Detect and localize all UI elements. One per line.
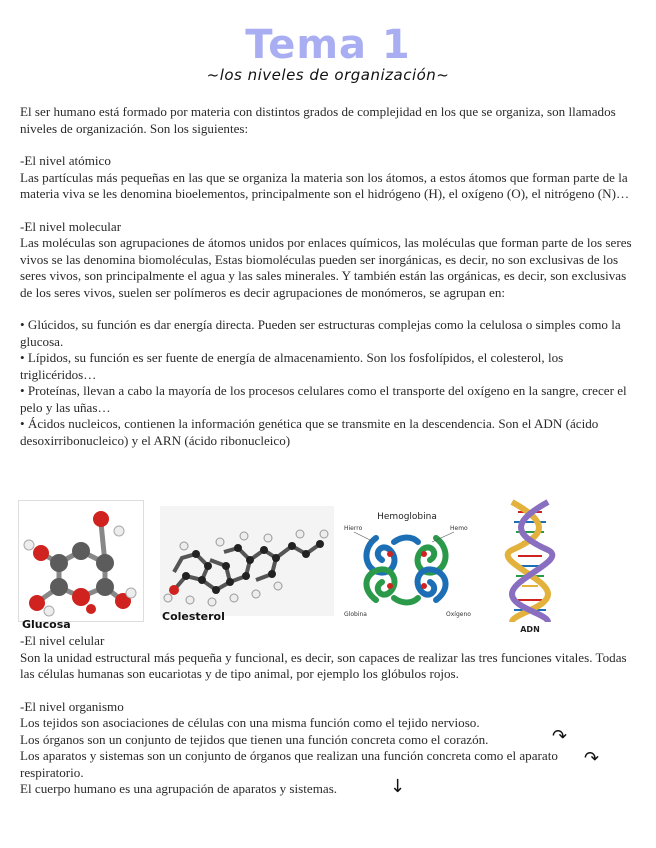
- organism-line-aparatos: Los aparatos y sistemas son un conjunto de órganos que realizan una función concreta como el aparato respiratorio.: [20, 748, 558, 780]
- hemo-label-oxigeno: Oxígeno: [446, 611, 471, 618]
- cellular-paragraph: Son la unidad estructural más pequeña y funcional, es decir, son capaces de realizar las tres funciones vitales. Todas las células humanas son eucariotas y de tipo animal, por ejemplo los glóbulos rojos.: [20, 649, 627, 681]
- glucosa-caption: Glucosa: [22, 618, 71, 631]
- molecular-heading: -El nivel molecular: [20, 218, 122, 234]
- molecular-paragraph: Las moléculas son agrupaciones de átomos unidos por enlaces químicos, las moléculas que forman parte de los seres vivos se las denomina biomoléculas, Estas biomoléculas pueden ser inorgánicas, es decir, no son exclusivas de los seres vivos, son principalmente el agua y las sales minerales. Y también están las orgánicas, es decir, son exclusivas de los seres vivos, suelen ser polímeros es decir agrupaciones de monómeros, se agrupan en:: [20, 235, 632, 300]
- down-arrow-icon: ↓: [390, 776, 406, 797]
- adn-figure: [502, 498, 558, 634]
- page-subtitle: ~los niveles de organización~: [206, 66, 450, 84]
- bullet-glucidos: • Glúcidos, su función es dar energía directa. Pueden ser estructuras complejas como la celulosa o simples como la glucosa.: [20, 317, 621, 349]
- organism-line-cuerpo: El cuerpo humano es una agrupación de aparatos y sistemas.: [20, 781, 338, 796]
- atomic-paragraph: Las partículas más pequeñas en las que se organiza la materia son los átomos, a estos átomos que forman parte de la materia viva se les denomina bioelementos, principalmente son el hidrógeno (H), el oxígeno (O), el nitrógeno (N)…: [20, 169, 630, 201]
- hemoglobina-figure: [342, 508, 472, 620]
- atomic-heading: -El nivel atómico: [20, 153, 111, 168]
- hemoglobina-title: Hemoglobina: [377, 512, 437, 522]
- hemo-label-globina: Globina: [344, 611, 367, 618]
- curved-arrow-icon: ↷: [552, 726, 568, 747]
- section-bottom: [20, 633, 632, 798]
- colesterol-caption: Colesterol: [162, 610, 225, 623]
- glucosa-figure: [18, 500, 144, 622]
- intro-paragraph: El ser humano está formado por materia con distintos grados de complejidad en los que se organiza, son llamados niveles de organización. Son los siguientes:: [20, 104, 616, 136]
- bullet-lipidos: • Lípidos, su función es ser fuente de energía de almacenamiento. Son los fosfolípidos, el colesterol, los triglicéridos…: [20, 350, 564, 382]
- bullet-acidos-nucleicos: • Ácidos nucleicos, contienen la información genética que se transmite en la descendencia. Son el ADN (ácido desoxirribonucleico) y el ARN (ácido ribonucleico): [20, 416, 599, 448]
- hemo-label-hierro: Hierro: [344, 525, 363, 532]
- page-title: Tema 1: [245, 22, 411, 68]
- hemoglobina-image: [342, 508, 472, 620]
- organism-line-tejidos: Los tejidos son asociaciones de células con una misma función como el tejido nervioso.: [20, 715, 480, 730]
- organism-line-organos: Los órganos son un conjunto de tejidos que tienen una función concreta como el corazón.: [20, 731, 489, 747]
- organism-heading: -El nivel organismo: [20, 698, 124, 714]
- adn-helix-image: [502, 498, 558, 634]
- adn-label: ADN: [520, 625, 540, 634]
- glucosa-molecule-image: [19, 501, 143, 621]
- colesterol-figure: [160, 506, 334, 616]
- hemo-label-hemo: Hemo: [450, 525, 468, 532]
- cellular-heading: -El nivel celular: [20, 633, 105, 648]
- section-top: [20, 104, 632, 449]
- colesterol-molecule-image: [160, 506, 334, 616]
- bullet-proteinas: • Proteínas, llevan a cabo la mayoría de los procesos celulares como el transporte del oxígeno en la sangre, crecer el pelo y las uñas…: [20, 383, 627, 415]
- curved-arrow-icon: ↷: [584, 748, 600, 769]
